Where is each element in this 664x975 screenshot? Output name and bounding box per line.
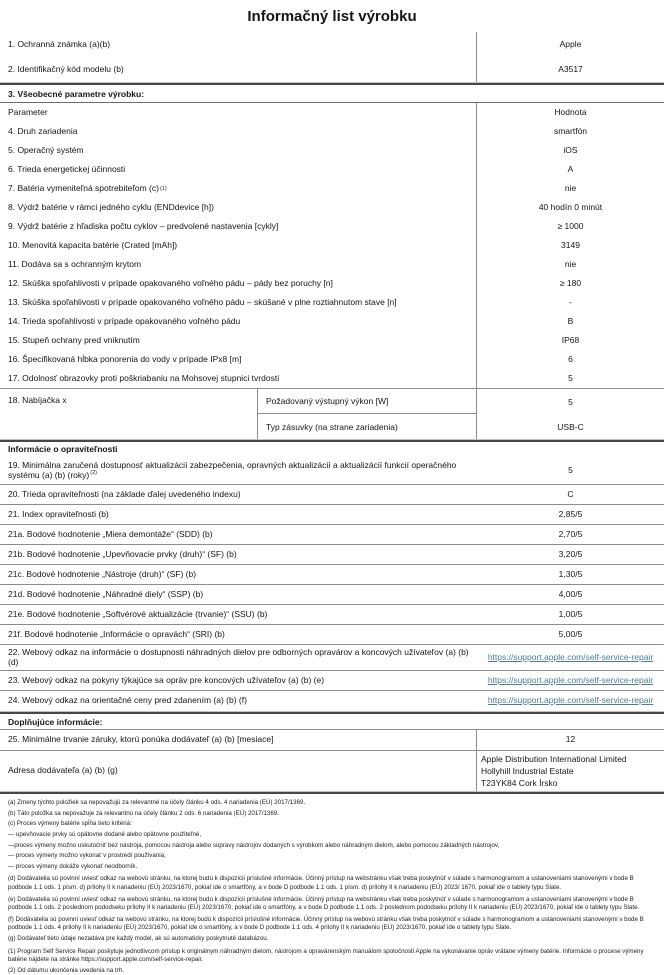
table-row <box>0 671 664 691</box>
row-value: USB-C <box>557 421 584 432</box>
table-row <box>0 457 664 485</box>
table-row <box>0 625 664 645</box>
row-label: 17. Odolnosť obrazovky proti poškriabaniu na Mohsovej stupnici tvrdosti <box>0 369 477 388</box>
table-row <box>0 179 664 198</box>
row-label: 5. Operačný systém <box>0 141 477 160</box>
row-label: 21f. Bodové hodnotenie „Informácie o opravách“ (SRI) (b) <box>8 628 225 639</box>
row-label: 21e. Bodové hodnotenie „Softvérové aktualizácie (trvanie)“ (SSU) (b) <box>8 608 268 619</box>
table-row <box>0 691 664 711</box>
row-label <box>0 461 477 481</box>
pretax-prices-link[interactable]: https://support.apple.com/self-service-repair <box>487 695 654 706</box>
row-value: 2,85/5 <box>558 508 583 519</box>
row-label: 21b. Bodové hodnotenie „Upevňovacie prvky (druh)“ (SF) (b) <box>8 548 237 559</box>
row-value: 3149 <box>561 239 580 250</box>
row-label: 15. Stupeň ochrany pred vniknutím <box>0 331 477 350</box>
footnote-ref: (2) <box>90 469 97 476</box>
charger-row <box>0 388 664 439</box>
table-row <box>0 585 664 605</box>
footnote-2: (2) Od dátumu ukončenia uvedenia na trh. <box>8 967 124 974</box>
column-header-row <box>0 103 664 122</box>
table-row <box>0 605 664 625</box>
table-row <box>0 645 664 671</box>
column-header-parameter: Parameter <box>0 103 477 122</box>
table-row <box>0 217 664 236</box>
row-label: 6. Trieda energetickej účinnosti <box>0 160 477 179</box>
row-value: 1,00/5 <box>558 608 583 619</box>
row-label: 21. Index opraviteľnosti (b) <box>8 508 109 519</box>
row-label: Adresa dodávateľa (a) (b) (g) <box>0 751 477 791</box>
row-value: A <box>567 163 574 174</box>
row-value: smartfón <box>553 125 588 136</box>
footnote-b: (b) Táto položka sa nepovažuje za relevantnú na účely článku 2 ods. 6 nariadenia (EÚ) 2017/1369. <box>8 809 279 817</box>
footnotes <box>0 794 664 975</box>
general-parameters-header: 3. Všeobecné parametre výrobku: <box>0 85 664 103</box>
repairability-section <box>0 457 664 711</box>
row-value: 5,00/5 <box>558 628 583 639</box>
charger-subtable <box>258 389 664 439</box>
footnote-c-item: — proces výmeny možno vykonať v prostredí používania, <box>8 852 166 860</box>
row-value: A3517 <box>558 63 583 74</box>
supplier-address-row <box>0 751 664 791</box>
table-row <box>0 236 664 255</box>
table-row <box>0 565 664 585</box>
spare-parts-link[interactable]: https://support.apple.com/self-service-repair <box>487 651 654 662</box>
row-value: 5 <box>568 464 573 475</box>
address-line: Hollyhill Industrial Estate <box>481 766 574 776</box>
table-row <box>258 389 664 414</box>
table-row <box>0 293 664 312</box>
table-row <box>0 350 664 369</box>
row-label: 25. Minimálne trvanie záruky, ktorú ponúka dodávateľ (a) (b) [mesiace] <box>0 730 477 750</box>
row-label: 16. Špecifikovaná hĺbka ponorenia do vody v prípade IPx8 [m] <box>0 350 477 369</box>
row-value: 3,20/5 <box>558 548 583 559</box>
row-label: 23. Webový odkaz na pokyny týkajúce sa opráv pre koncových užívateľov (a) (b) (e) <box>8 674 325 685</box>
row-label: 13. Skúška spoľahlivosti v prípade opakovaného voľného pádu – skúšané v plne roztiahnutom stave [n] <box>0 293 477 312</box>
column-header-value: Hodnota <box>554 106 587 117</box>
address-line: Apple Distribution International Limited <box>481 754 627 764</box>
row-value: C <box>567 488 574 499</box>
row-label: 24. Webový odkaz na orientačné ceny pred zdanením (a) (b) (f) <box>8 695 247 706</box>
row-label: 9. Výdrž batérie z hľadiska počtu cyklov – predvolené nastavenia [cykly] <box>0 217 477 236</box>
table-row <box>0 505 664 525</box>
row-label: 2. Identifikačný kód modelu (b) <box>0 57 477 82</box>
row-value: ≥ 180 <box>559 277 582 288</box>
row-label: 4. Druh zariadenia <box>0 122 477 141</box>
table-row <box>0 485 664 505</box>
page-title: Informačný list výrobku <box>247 8 417 25</box>
row-value: 4,00/5 <box>558 588 583 599</box>
row-value: 12 <box>565 734 576 745</box>
footnote-c: (c) Proces výmeny batérie spĺňa tieto kritériá: <box>8 820 132 828</box>
row-value: iOS <box>563 144 578 155</box>
row-label: 8. Výdrž batérie v rámci jedného cyklu (ENDdevice [h]) <box>0 198 477 217</box>
row-value: 40 hodín 0 minút <box>538 201 603 212</box>
row-label-text: 7. Batéria vymeniteľná spotrebiteľom (c) <box>8 182 159 193</box>
table-row <box>0 545 664 565</box>
row-label: 12. Skúška spoľahlivosti v prípade opakovaného voľného pádu – pády bez poruchy [n] <box>0 274 477 293</box>
footnote-a: (a) Zmeny týchto položiek sa nepovažujú za relevantné na účely článku 4 ods. 4 nariadenia (EÚ) 2017/1369. <box>8 799 306 806</box>
table-row <box>0 369 664 388</box>
row-value: 1,30/5 <box>558 568 583 579</box>
row-value: Apple <box>559 38 582 49</box>
table-row <box>0 331 664 350</box>
row-label: 21d. Bodové hodnotenie „Náhradné diely“ (SSP) (b) <box>8 588 204 599</box>
table-row <box>0 274 664 293</box>
table-row <box>0 312 664 331</box>
footnote-c-item: — upevňovacie prvky sú opätovne dodané alebo opätovne použiteľné, <box>8 831 202 839</box>
row-value: B <box>567 315 574 326</box>
row-label: Požadovaný výstupný výkon [W] <box>258 389 477 414</box>
row-label: 21a. Bodové hodnotenie „Miera demontáže“ (SDD) (b) <box>8 528 213 539</box>
table-row <box>258 414 664 439</box>
row-value: nie <box>564 182 577 193</box>
table-row <box>0 525 664 545</box>
row-value: - <box>569 296 572 307</box>
charger-label: 18. Nabíjačka x <box>0 389 258 439</box>
table-row <box>0 32 664 57</box>
table-row <box>0 198 664 217</box>
supplier-address <box>477 753 664 789</box>
additional-info-header: Doplňujúce informácie: <box>0 714 664 730</box>
row-value: 5 <box>568 372 573 383</box>
table-row <box>0 57 664 82</box>
row-value: 6 <box>568 353 573 364</box>
footnote-1: (1) Program Self Service Repair poskytuje jednotlivcom prístup k originálnym náhradným dielom, nástrojom a opravárenským manuálom spoločnosti Apple na vykonávanie opráv vrátane výmeny batérie. Informácie o procese výmeny batérie nájdete na stránke https://support.apple.com/self-service-repair. <box>8 947 644 963</box>
footnote-f: (f) Dodávatelia sú povinní uviesť odkaz na webovú stránku, na ktorej budú k dispozícii príslušné informácie. Účinný prístup na webovú stránku však treba poskytnúť v súlade s harmonogramom a ustanoveniami stanovenými v bode B podbode 1.1 ods. 4 prílohy II k nariadeniu (EÚ) 2023/1670, pokiaľ ide o smartfóny, a v bode D podbode 1.1 ods. 4 prílohy II k nariadeniu (EÚ) 2023/1670, pokiaľ ide o tablety typu Slate. <box>8 916 644 932</box>
row-value: IP68 <box>561 334 580 345</box>
footnote-e: (e) Dodávatelia sú povinní uviesť odkaz na webovú stránku, na ktorej budú k dispozícii príslušné informácie. Účinný prístup na webstránku však treba poskytnúť v súlade s harmonogramom a ustanoveniami stanovenými v bode B podbode 1.1 ods. 2 poslednom pododseku prílohy II k nariadeniu (EÚ) 2023/1670, pokiaľ ide o smartfóny, a v bode D podbode 1.1 ods. 2 poslednom pododseku prílohy II k nariadeniu (EÚ) 2023/1670, pokiaľ ide o tablety typu Slate. <box>8 895 640 911</box>
row-label: 1. Ochranná známka (a)(b) <box>0 32 477 57</box>
repair-instructions-link[interactable]: https://support.apple.com/self-service-repair <box>487 674 654 685</box>
row-label: 21c. Bodové hodnotenie „Nástroje (druh)“ (SF) (b) <box>8 568 197 579</box>
footnote-c-item: — proces výmeny dokáže vykonať neodborník. <box>8 863 138 871</box>
table-row <box>0 730 664 751</box>
row-label: 20. Trieda opraviteľnosti (na základe ďalej uvedeného indexu) <box>8 488 241 499</box>
additional-info-section <box>0 730 664 791</box>
row-label: Typ zásuvky (na strane zariadenia) <box>258 414 477 439</box>
row-label: 10. Menovitá kapacita batérie (Crated [mAh]) <box>0 236 477 255</box>
trademark-model-section <box>0 32 664 82</box>
table-row <box>0 255 664 274</box>
row-value: ≥ 1000 <box>557 220 584 231</box>
row-value: nie <box>564 258 577 269</box>
footnote-d: (d) Dodávatelia sú povinní uviesť odkaz na webovú stránku, na ktorej budú k dispozícii príslušné informácie. Účinný prístup na webstránku však treba poskytnúť v súlade s harmonogramom a ustanoveniami stanovenými v bode B podbode 1.1 ods. 1 písm. d) prílohy II k nariadeniu (EÚ) 2023/1670, pokiaľ ide o smartfóny, a v bode D podbode 1.1 ods. 1 písm. d) prílohy II k nariadeniu (EÚ) 2023/ 1670, pokiaľ ide o tablety typu Slate. <box>8 875 634 891</box>
address-line: T23YK84 Cork Írsko <box>481 778 558 788</box>
table-row <box>0 141 664 160</box>
footnote-c-item: —proces výmeny možno uskutočniť bez nástroja, pomocou nástroja alebo súpravy nástrojov dodaných s výrobkom alebo náhradným dielom, alebo pomocou základných nástrojov, <box>8 841 500 849</box>
row-label: 22. Webový odkaz na informácie o dostupnosti náhradných dielov pre odborných opravárov a koncových užívateľov (a) (b) (d) <box>8 646 469 667</box>
row-value: 2,70/5 <box>558 528 583 539</box>
row-label: 14. Trieda spoľahlivosti v prípade opakovaného voľného pádu <box>0 312 477 331</box>
row-value: 5 <box>568 396 573 407</box>
table-row <box>0 122 664 141</box>
general-parameters-section <box>0 103 664 439</box>
footnote-g: (g) Dodávateľ tieto údaje nezadáva pre každý model, ak sú automaticky poskytnuté databázou. <box>8 935 269 943</box>
table-row <box>0 160 664 179</box>
repairability-header: Informácie o opraviteľnosti <box>8 444 118 454</box>
row-label-text: 19. Minimálna zaručená dostupnosť aktualizácií zabezpečenia, opravných aktualizácií a aktualizácií funkcií operačného systému (a) (b) (roky) <box>8 459 457 480</box>
row-label: 11. Dodáva sa s ochranným krytom <box>0 255 477 274</box>
row-label: 7. Batéria vymeniteľná spotrebiteľom (c) (1) <box>0 179 477 198</box>
